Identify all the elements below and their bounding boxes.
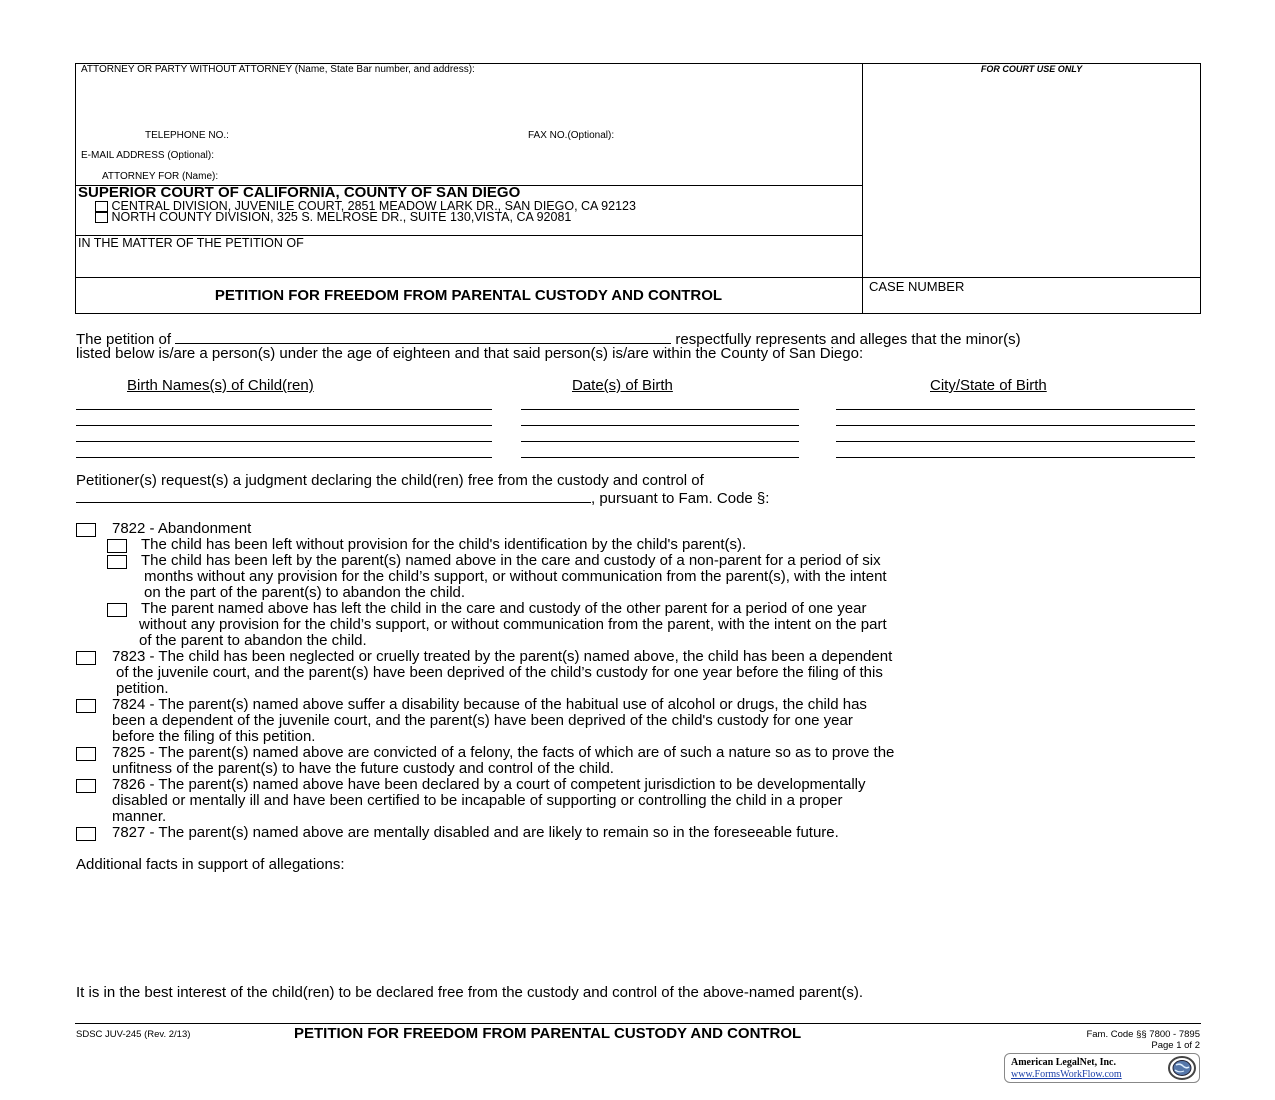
checkbox-7822-sub1[interactable] [107, 539, 127, 553]
request-line-1: Petitioner(s) request(s) a judgment declaring the child(ren) free from the custody and control of [76, 472, 704, 489]
child-name-field[interactable] [76, 457, 492, 458]
sub3-line-3: of the parent to abandon the child. [139, 632, 367, 649]
ground-7823-line-1: 7823 - The child has been neglected or cruelly treated by the parent(s) named above, the child has been a dependent [112, 648, 893, 665]
sub2-line-3: on the part of the parent(s) to abandon the child. [144, 584, 466, 601]
child-city-field[interactable] [836, 425, 1195, 426]
ground-7825-line-1: 7825 - The parent(s) named above are convicted of a felony, the facts of which are of such a nature so as to prove the [112, 744, 895, 761]
matter-label: IN THE MATTER OF THE PETITION OF [78, 236, 304, 250]
petitioner-name-field[interactable] [175, 330, 671, 344]
checkbox-7822-sub2[interactable] [107, 555, 127, 569]
sub3-line-2: without any provision for the child’s support, or without communication from the parent, with the intent on the part [139, 616, 887, 633]
intro-line-2: listed below is/are a person(s) under the age of eighteen and that said person(s) is/are within the County of San Diego: [76, 345, 864, 362]
fax-label: FAX NO.(Optional): [528, 130, 615, 141]
child-city-field[interactable] [836, 409, 1195, 410]
form-title: PETITION FOR FREEDOM FROM PARENTAL CUSTODY AND CONTROL [214, 287, 723, 304]
caption-rule-3 [75, 277, 1201, 278]
child-city-field[interactable] [836, 457, 1195, 458]
ground-7823-line-3: petition. [116, 680, 169, 697]
checkbox-7822-sub3[interactable] [107, 603, 127, 617]
request-line-2 [76, 489, 769, 507]
header-city-state: City/State of Birth [930, 377, 1047, 394]
footer-title: PETITION FOR FREEDOM FROM PARENTAL CUSTODY AND CONTROL [294, 1025, 802, 1042]
intro-start: The petition of [76, 331, 172, 348]
additional-facts-label: Additional facts in support of allegations: [76, 856, 345, 873]
parent-name-field[interactable] [76, 489, 591, 503]
brand-badge[interactable] [1004, 1053, 1200, 1083]
sub2-line-2: months without any provision for the child’s support, or without communication from the parent(s), with the intent [144, 568, 887, 585]
footer-form-id: SDSC JUV-245 (Rev. 2/13) [76, 1029, 191, 1040]
footer-rule [75, 1023, 1201, 1024]
division-north-checkbox[interactable] [95, 212, 108, 223]
ground-7826-line-2: disabled or mentally ill and have been certified to be incapable of supporting or controlling the child in a proper [112, 792, 843, 809]
header-date-of-birth: Date(s) of Birth [572, 377, 673, 394]
footer-page: Page 1 of 2 [1151, 1040, 1200, 1051]
attorney-for-label: ATTORNEY FOR (Name): [102, 171, 219, 182]
ground-7824-line-3: before the filing of this petition. [112, 728, 316, 745]
additional-facts-area[interactable] [76, 876, 1201, 976]
ground-7826-line-1: 7826 - The parent(s) named above have been declared by a court of competent jurisdiction to be developmentally [112, 776, 866, 793]
header-birth-names: Birth Names(s) of Child(ren) [127, 377, 314, 394]
checkbox-7826[interactable] [76, 779, 96, 793]
child-city-field[interactable] [836, 441, 1195, 442]
ground-7822: 7822 - Abandonment [112, 520, 252, 537]
court-name: SUPERIOR COURT OF CALIFORNIA, COUNTY OF SAN DIEGO [78, 184, 521, 201]
division-central-text: CENTRAL DIVISION, JUVENILE COURT, 2851 MEADOW LARK DR., SAN DIEGO, CA 92123 [111, 199, 636, 213]
ground-7823-line-2: of the juvenile court, and the parent(s) have been deprived of the child’s custody for one year before the filing of this [116, 664, 883, 681]
sub2-line-1: The child has been left by the parent(s) named above in the care and custody of a non-parent for a period of six [141, 552, 881, 569]
child-name-field[interactable] [76, 441, 492, 442]
checkbox-7823[interactable] [76, 651, 96, 665]
brand-url: www.FormsWorkFlow.com [1011, 1069, 1122, 1080]
telephone-label: TELEPHONE NO.: [145, 130, 229, 141]
checkbox-7824[interactable] [76, 699, 96, 713]
footer-code-ref: Fam. Code §§ 7800 - 7895 [1086, 1029, 1200, 1040]
email-label: E-MAIL ADDRESS (Optional): [81, 150, 215, 161]
ground-7824-line-1: 7824 - The parent(s) named above suffer a disability because of the habitual use of alcohol or drugs, the child has [112, 696, 867, 713]
request-line-2-end: , pursuant to Fam. Code §: [591, 490, 770, 507]
sub3-line-1: The parent named above has left the child in the care and custody of the other parent for a period of one year [141, 600, 867, 617]
best-interest-statement: It is in the best interest of the child(ren) to be declared free from the custody and control of the above-named parent(s). [76, 984, 864, 1001]
division-north-row [95, 210, 571, 224]
division-north-text: NORTH COUNTY DIVISION, 325 S. MELROSE DR., SUITE 130,VISTA, CA 92081 [111, 210, 572, 224]
checkbox-7825[interactable] [76, 747, 96, 761]
intro-end: respectfully represents and alleges that the minor(s) [675, 331, 1021, 348]
child-dob-field[interactable] [521, 425, 799, 426]
child-name-field[interactable] [76, 409, 492, 410]
case-number-label: CASE NUMBER [869, 279, 965, 294]
child-dob-field[interactable] [521, 409, 799, 410]
globe-icon [1167, 1055, 1197, 1081]
checkbox-7822[interactable] [76, 523, 96, 537]
child-name-field[interactable] [76, 425, 492, 426]
ground-7827: 7827 - The parent(s) named above are mentally disabled and are likely to remain so in the foreseeable future. [112, 824, 839, 841]
attorney-label: ATTORNEY OR PARTY WITHOUT ATTORNEY (Name, State Bar number, and address): [81, 64, 475, 75]
checkbox-7827[interactable] [76, 827, 96, 841]
child-dob-field[interactable] [521, 441, 799, 442]
ground-7826-line-3: manner. [112, 808, 167, 825]
ground-7824-line-2: been a dependent of the juvenile court, and the parent(s) have been deprived of the child's custody for one year [112, 712, 853, 729]
court-use-label: FOR COURT USE ONLY [980, 64, 1083, 74]
brand-name: American LegalNet, Inc. [1011, 1057, 1116, 1068]
sub1-text: The child has been left without provision for the child's identification by the child's parent(s). [141, 536, 747, 553]
child-dob-field[interactable] [521, 457, 799, 458]
ground-7825-line-2: unfitness of the parent(s) to have the future custody and control of the child. [112, 760, 614, 777]
